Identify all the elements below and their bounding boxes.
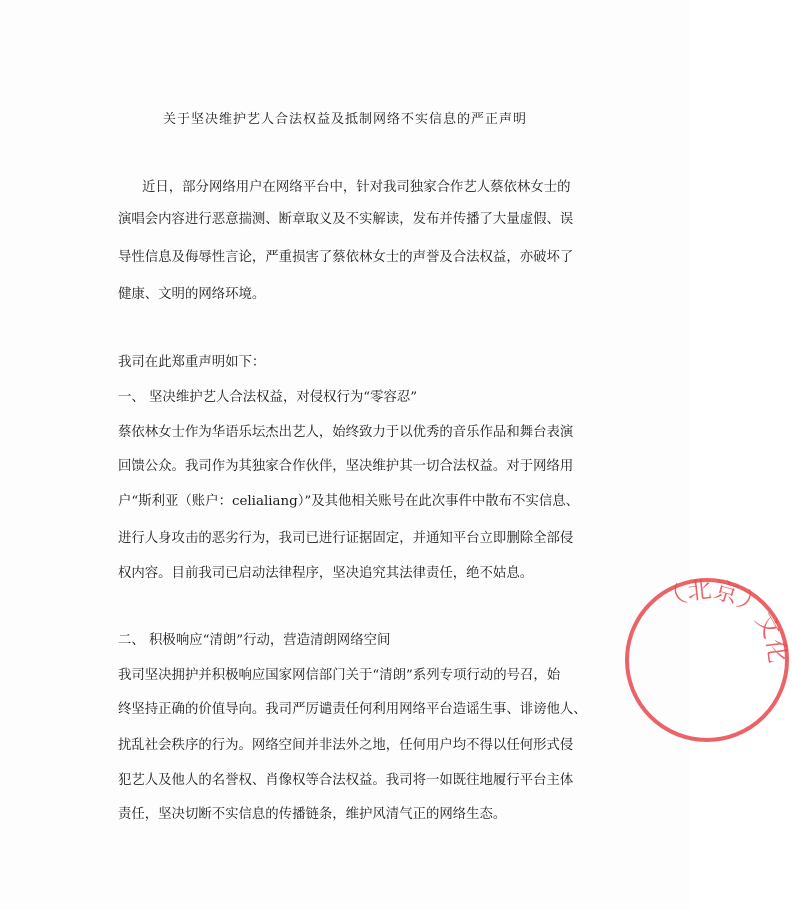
section-2-heading: 二、 积极响应“清朗”行动，营造清朗网络空间: [118, 633, 391, 648]
section-2-line: 犯艺人及他人的名誉权、肖像权等合法权益。我司将一如既往地履行平台主体: [118, 773, 574, 788]
intro-line: 健康、文明的网络环境。: [118, 287, 266, 302]
intro-line: 导性信息及侮辱性言论，严重损害了蔡依林女士的声誉及合法权益，亦破坏了: [118, 250, 574, 265]
declare-intro: 我司在此郑重声明如下：: [118, 355, 266, 370]
section-1-line: 蔡依林女士作为华语乐坛杰出艺人，始终致力于以优秀的音乐作品和舞台表演: [118, 425, 574, 440]
intro-line: 演唱会内容进行恶意揣测、断章取义及不实解读，发布并传播了大量虚假、误: [118, 212, 574, 227]
section-2-line: 扰乱社会秩序的行为。网络空间并非法外之地，任何用户均不得以任何形式侵: [118, 738, 574, 753]
document-title: 关于坚决维护艺人合法权益及抵制网络不实信息的严正声明: [162, 112, 527, 127]
intro-line: 近日，部分网络用户在网络平台中，针对我司独家合作艺人蔡依林女士的: [142, 180, 571, 195]
seal-text: （北京）文化: [656, 575, 792, 665]
section-2-line: 我司坚决拥护并积极响应国家网信部门关于“清朗”系列专项行动的号召，始: [118, 668, 561, 683]
section-1-line: 回馈公众。我司作为其独家合作伙伴，坚决维护其一切合法权益。对于网络用: [118, 459, 574, 474]
svg-text:（北京）文化: [656, 575, 791, 665]
section-1-line: 户“斯利亚（账户：celialiang）”及其他相关账号在此次事件中散布不实信息、: [118, 494, 580, 509]
section-2-line: 责任，坚决切断不实信息的传播链条，维护风清气正的网络生态。: [118, 807, 507, 822]
company-seal-icon: [622, 575, 792, 745]
section-1-line: 进行人身攻击的恶劣行为，我司已进行证据固定，并通知平台立即删除全部侵: [118, 531, 574, 546]
section-1-heading: 一、 坚决维护艺人合法权益，对侵权行为“零容忍”: [118, 390, 418, 405]
section-2-line: 终坚持正确的价值导向。我司严厉谴责任何利用网络平台造谣生事、诽谤他人、: [118, 702, 587, 717]
section-1-line: 权内容。目前我司已启动法律程序，坚决追究其法律责任，绝不姑息。: [118, 566, 534, 581]
